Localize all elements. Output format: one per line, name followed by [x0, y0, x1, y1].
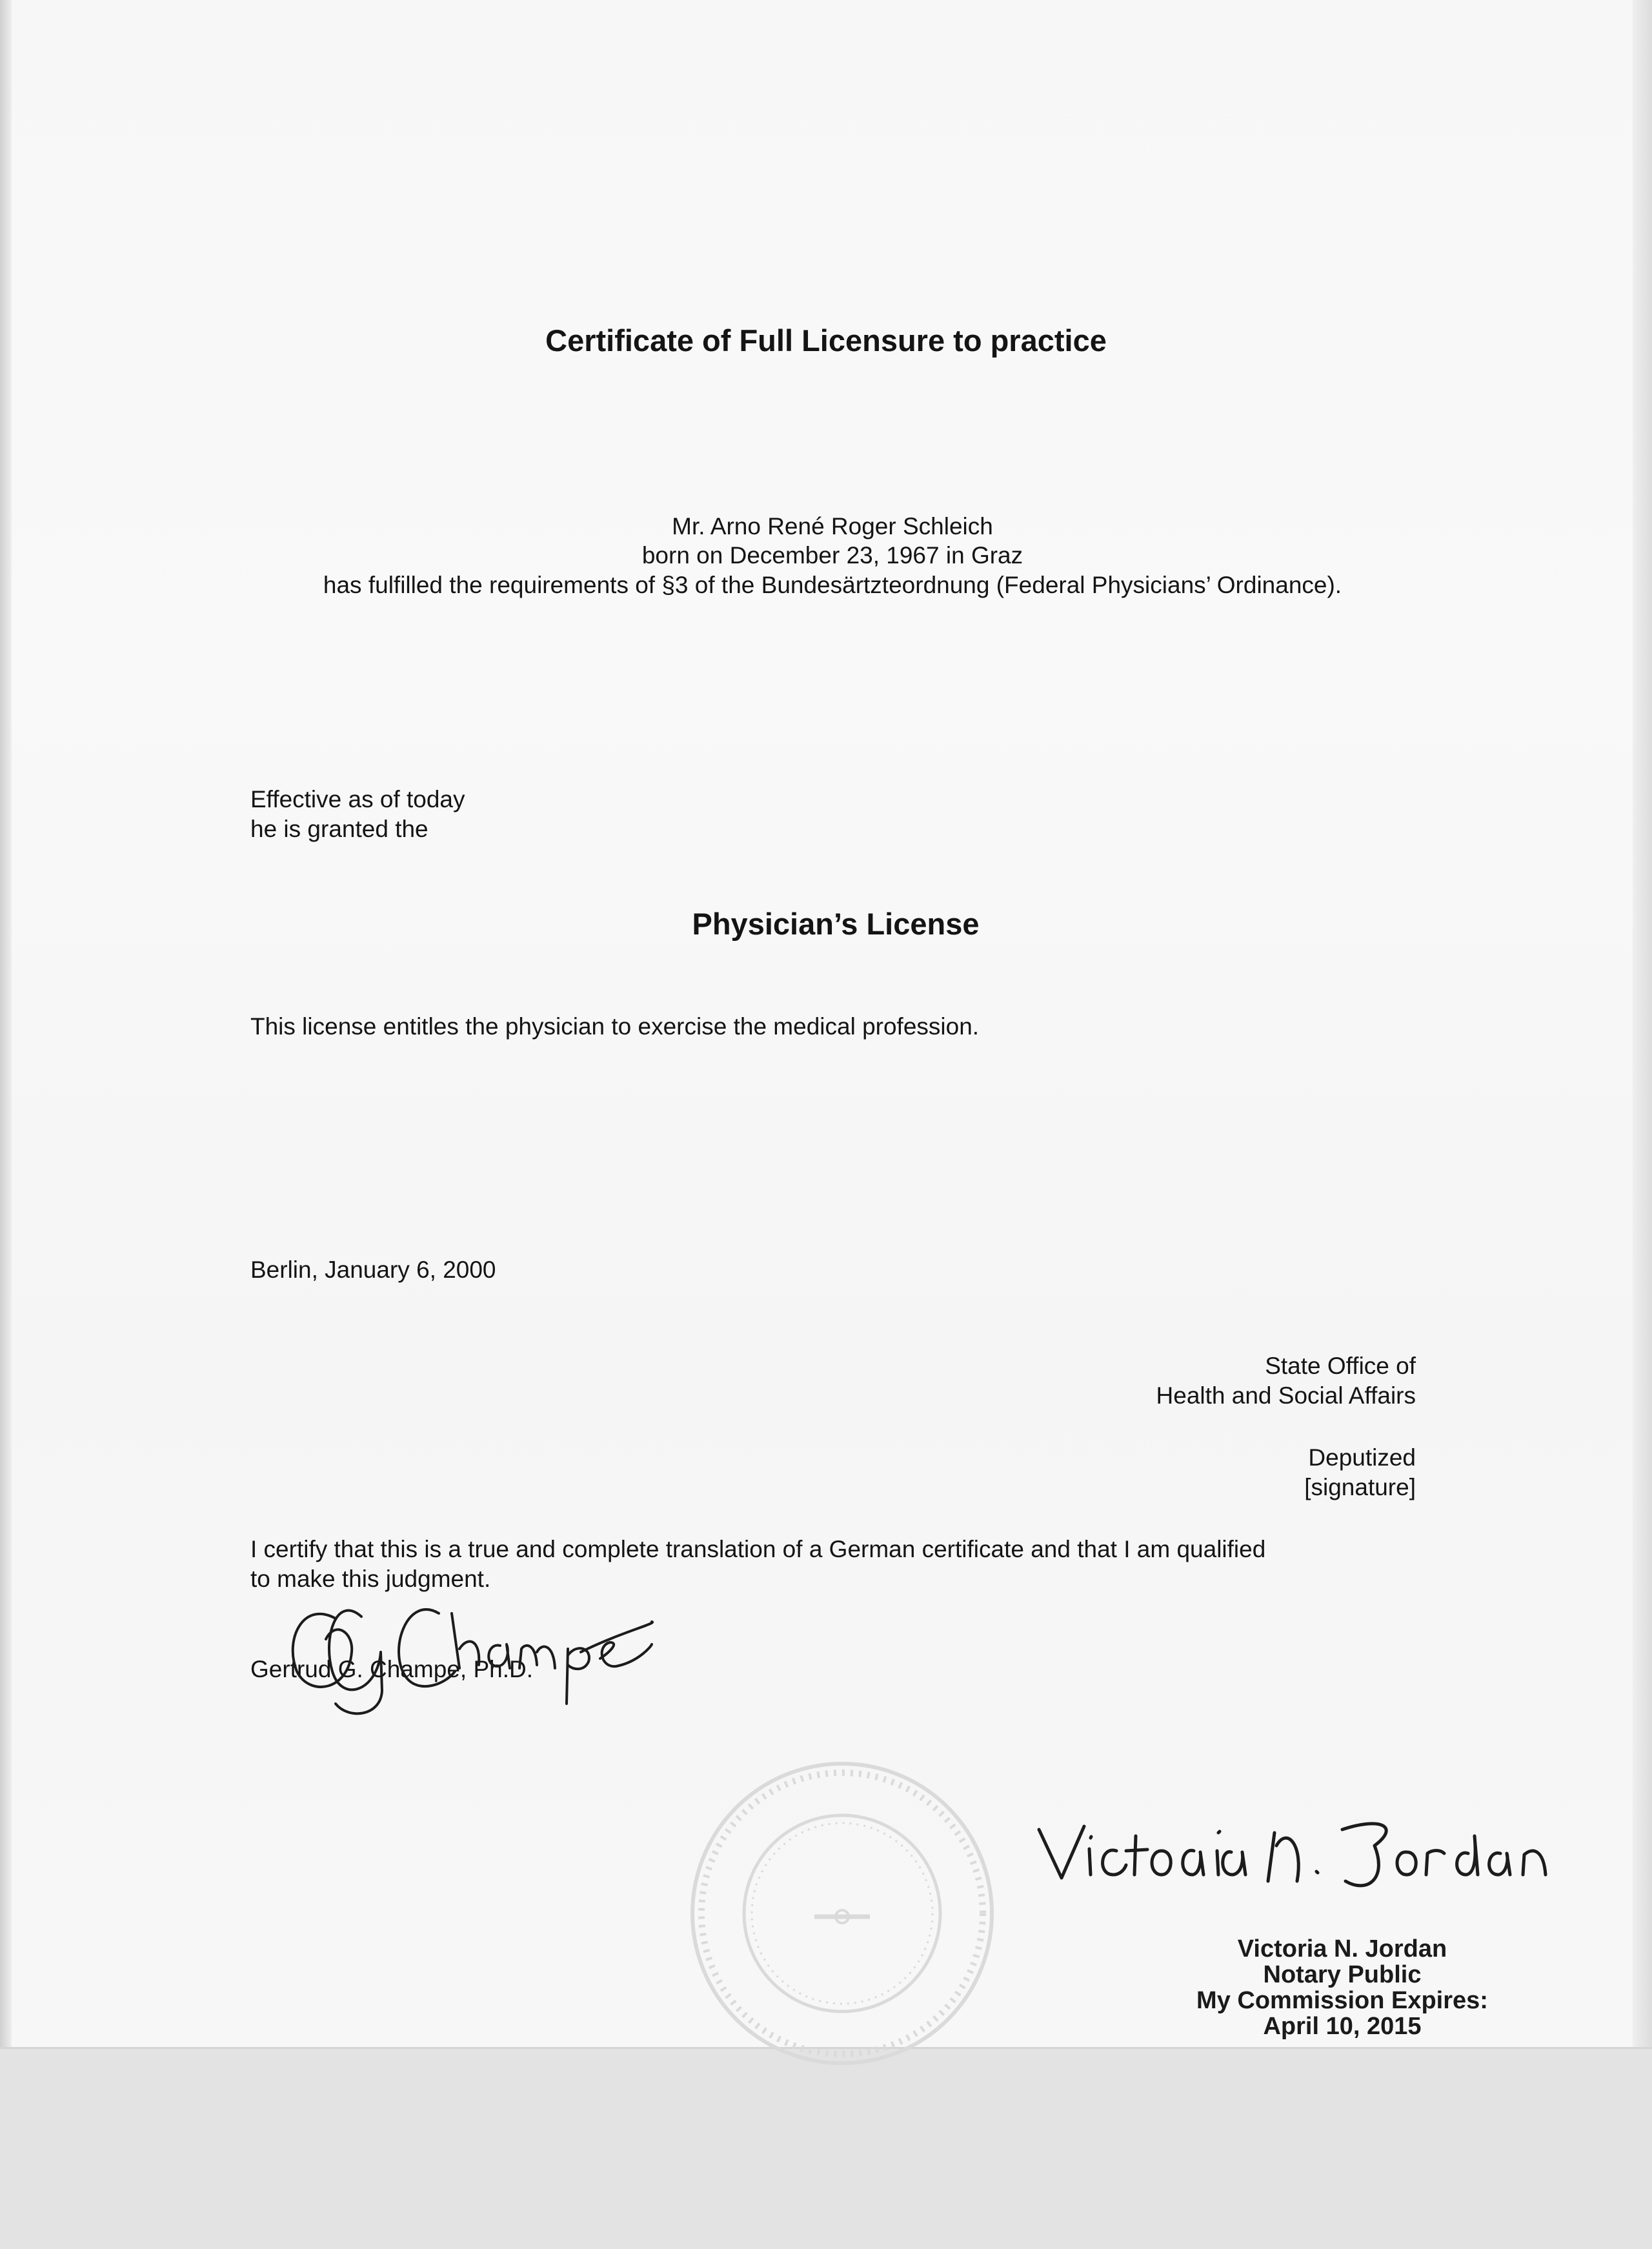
recipient-name: Mr. Arno René Roger Schleich — [672, 513, 993, 540]
notary-stamp-expiry: April 10, 2015 — [1263, 2013, 1422, 2040]
translator-name: Gertrud G. Champe, Ph.D. — [250, 1656, 534, 1682]
notary-stamp-title: Notary Public — [1263, 1961, 1422, 1988]
effective-line-1: Effective as of today — [250, 786, 465, 812]
signature-placeholder: [signature] — [1304, 1474, 1416, 1500]
notary-signature — [1039, 1824, 1546, 1886]
place-and-date: Berlin, January 6, 2000 — [250, 1256, 496, 1283]
notary-stamp — [1181, 1936, 1504, 2039]
issuer-line-2: Health and Social Affairs — [1156, 1382, 1416, 1409]
license-title: Physician’s License — [692, 907, 980, 941]
certificate-title: Certificate of Full Licensure to practice — [545, 323, 1107, 358]
issuer-line-1: State Office of — [1265, 1353, 1416, 1379]
certification-line-2: to make this judgment. — [250, 1566, 491, 1592]
birth-info: born on December 23, 1967 in Graz — [641, 542, 1023, 569]
entitlement-statement: This license entitles the physician to exercise the medical profession. — [250, 1013, 980, 1040]
embossed-seal — [692, 1764, 992, 2063]
requirement-statement: has fulfilled the requirements of §3 of the Bundesärtzteordnung (Federal Physicians’ Ordinance). — [323, 572, 1342, 598]
notary-stamp-commission: My Commission Expires: — [1196, 1987, 1488, 2014]
translator-signature — [293, 1609, 652, 1713]
deputized-label: Deputized — [1308, 1444, 1416, 1471]
notary-stamp-name: Victoria N. Jordan — [1237, 1935, 1447, 1962]
effective-line-2: he is granted the — [250, 816, 428, 842]
certification-line-1: I certify that this is a true and complete translation of a German certificate and that I am qualified — [250, 1536, 1266, 1562]
